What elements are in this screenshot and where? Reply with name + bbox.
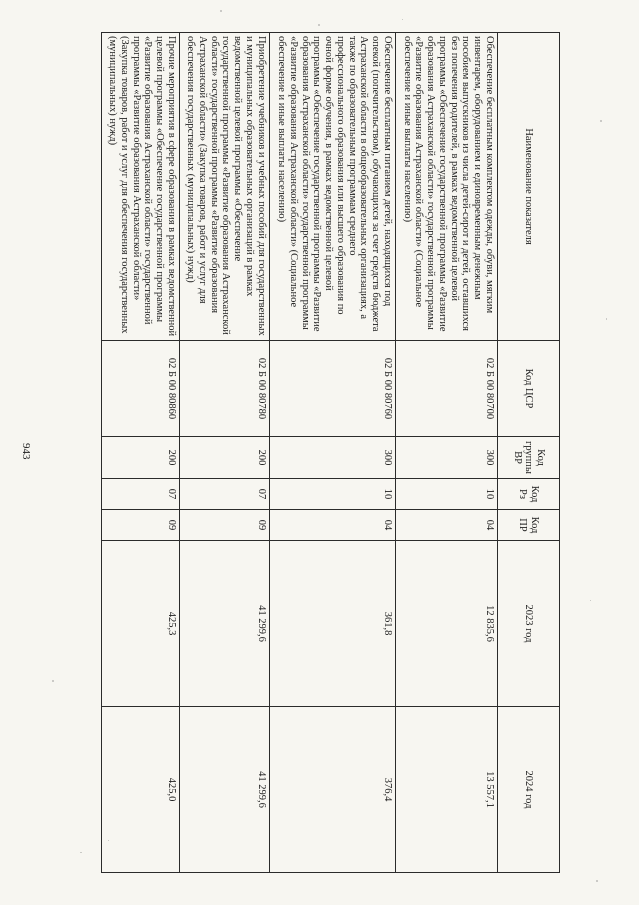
row-rz: 07 <box>179 479 269 510</box>
header-2024: 2024 год <box>498 707 560 873</box>
table-row <box>102 33 180 873</box>
row-pr: 09 <box>179 510 269 541</box>
scan-speck <box>220 10 222 12</box>
header-rz: Код Рз <box>498 479 560 510</box>
scan-speck <box>606 318 607 320</box>
row-name: Обеспечение бесплатным питанием детей, находящихся под опекой (попечительством), обучающихся за счет средств бюджета Астраханской области в общеобразовательных организациях, а также по образовательным программам среднего профессионального образования или высшего образования по очной форме обучения, в рамках ведомственной целевой программы «Обеспечение государственной программы «Развитие образования Астраханской области» государственной программы «Развитие образования Астраханской области» (Социальное обеспечение и иные выплаты населению) <box>269 33 395 341</box>
table-row <box>269 33 395 873</box>
scan-speck <box>596 880 598 882</box>
row-csr: 02 Б 00 80700 <box>395 341 497 437</box>
header-pr: Код ПР <box>498 510 560 541</box>
header-name: Наименование показателя <box>498 33 560 341</box>
row-rz: 07 <box>102 479 180 510</box>
row-rz: 10 <box>395 479 497 510</box>
row-2024: 13 557,1 <box>395 707 497 873</box>
row-2023: 425,3 <box>102 541 180 707</box>
header-csr: Код ЦСР <box>498 341 560 437</box>
row-2024: 376,4 <box>269 707 395 873</box>
row-2024: 41 299,6 <box>179 707 269 873</box>
row-csr: 02 Б 00 80780 <box>179 341 269 437</box>
row-pr: 04 <box>269 510 395 541</box>
scan-speck <box>318 24 320 26</box>
row-rz: 10 <box>269 479 395 510</box>
row-pr: 04 <box>395 510 497 541</box>
header-row <box>498 33 560 873</box>
row-2023: 12 835,6 <box>395 541 497 707</box>
scan-speck <box>52 680 54 682</box>
scan-speck <box>600 120 602 122</box>
rotated-document <box>101 32 560 872</box>
row-csr: 02 Б 00 80860 <box>102 341 180 437</box>
table-row <box>179 33 269 873</box>
scan-speck <box>590 600 591 601</box>
row-name: Приобретение учебников и учебных пособий для государственных и муниципальных образовательных организаций в рамках ведомственной целевой программы «Обеспечение государственной программы «Развитие образования Астраханской области» государственной программы «Развитие образования Астраханской области» (Закупка товаров, работ и услуг для обеспечения государственных (муниципальных) нужд) <box>179 33 269 341</box>
row-2023: 361,8 <box>269 541 395 707</box>
row-vr: 300 <box>395 437 497 479</box>
scan-speck <box>402 19 403 20</box>
row-2023: 41 299,6 <box>179 541 269 707</box>
row-vr: 300 <box>269 437 395 479</box>
page-number: 943 <box>20 443 32 460</box>
table-row <box>395 33 497 873</box>
row-2024: 425,0 <box>102 707 180 873</box>
row-vr: 200 <box>179 437 269 479</box>
budget-table <box>101 32 560 873</box>
row-csr: 02 Б 00 80760 <box>269 341 395 437</box>
row-vr: 200 <box>102 437 180 479</box>
row-name: Прочие мероприятия в сфере образования в рамках ведомственной целевой программы «Обеспечение государственной программы «Развитие образования Астраханской области» государственной программы «Развитие образования Астраханской области» (Закупка товаров, работ и услуг для обеспечения государственных (муниципальных) нужд) <box>102 33 180 341</box>
header-2023: 2023 год <box>498 541 560 707</box>
row-pr: 09 <box>102 510 180 541</box>
row-name: Обеспечение бесплатным комплектом одежды, обуви, мягким инвентарем, оборудованием и единовременным денежным пособием выпускников из числа детей-сирот и детей, оставшихся без попечения родителей, в рамках ведомственной целевой программы «Обеспечение государственной программы «Развитие образования Астраханской области» государственной программы «Развитие образования Астраханской области» (Социальное обеспечение и иные выплаты населению) <box>395 33 497 341</box>
scan-speck <box>80 852 82 853</box>
header-vr: Код группы ВР <box>498 437 560 479</box>
